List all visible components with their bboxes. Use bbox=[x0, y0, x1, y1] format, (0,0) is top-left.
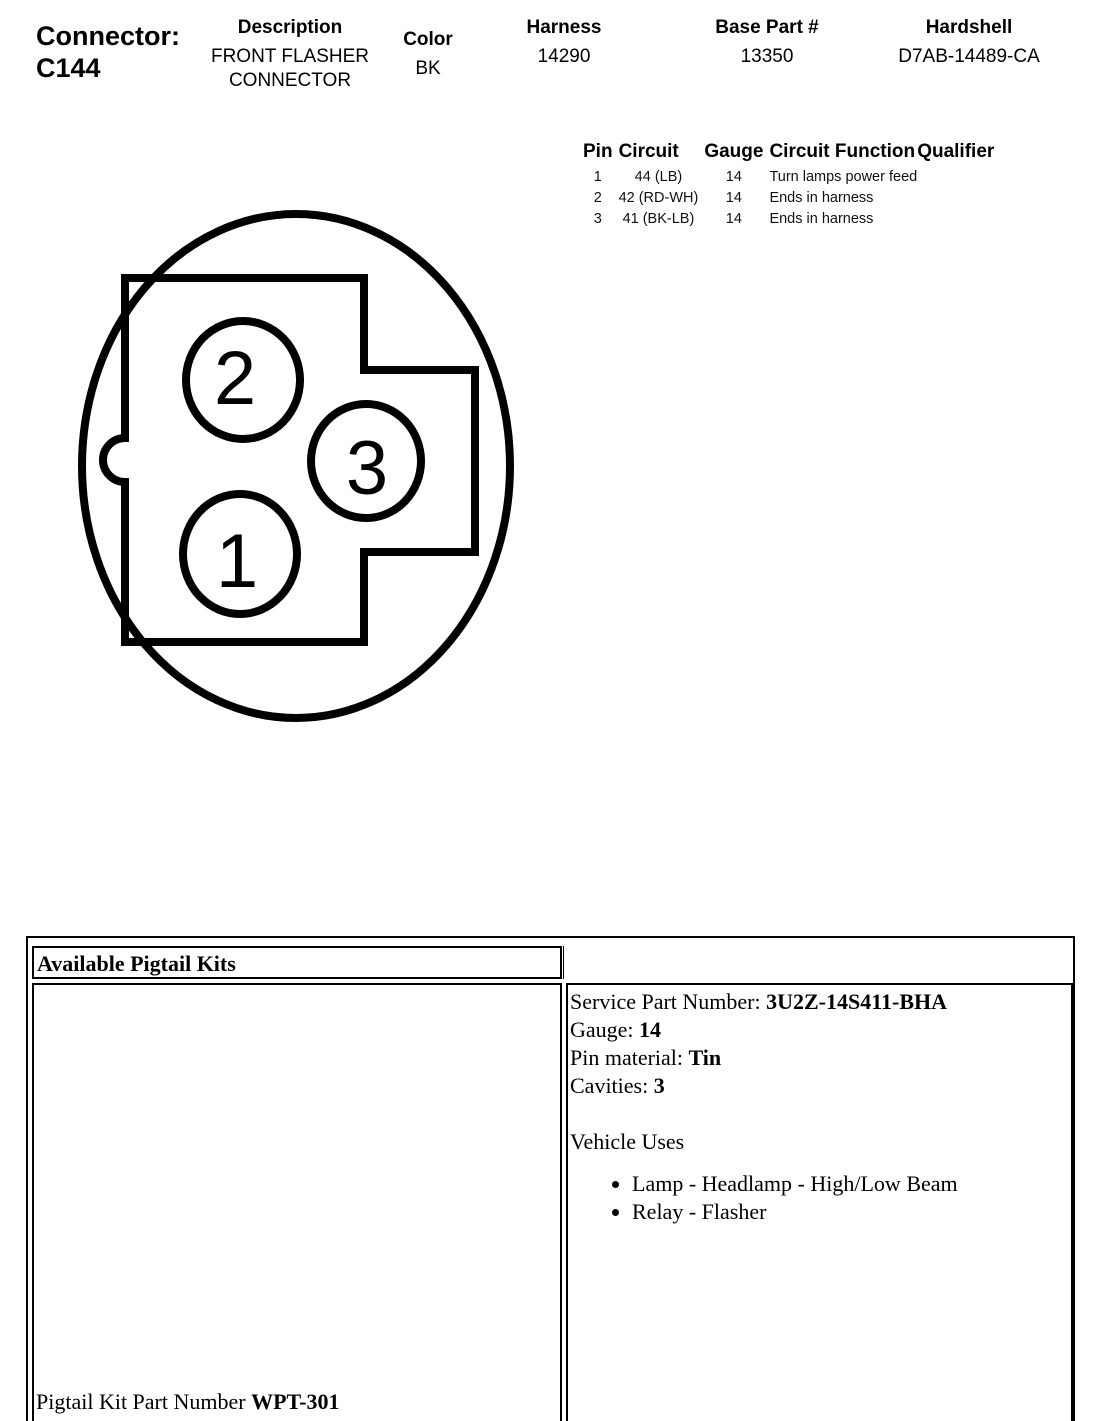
connector-face-diagram bbox=[70, 210, 530, 740]
connector-title bbox=[36, 20, 180, 84]
hardshell-value: D7AB-14489-CA bbox=[898, 46, 1040, 67]
function-cell: Ends in harness bbox=[769, 190, 874, 206]
table-row bbox=[580, 167, 1003, 188]
gauge-cell: 14 bbox=[725, 169, 742, 185]
vehicle-uses-list bbox=[570, 1170, 1071, 1226]
kit-gauge-value: 14 bbox=[639, 1017, 662, 1042]
pin-cell: 3 bbox=[593, 211, 602, 227]
description-column bbox=[200, 16, 380, 93]
service-part-value: 3U2Z-14S411-BHA bbox=[766, 989, 948, 1014]
kit-part-label: Pigtail Kit Part Number bbox=[36, 1389, 252, 1414]
list-item: • Lamp - Headlamp - High/Low Beam bbox=[632, 1170, 1071, 1198]
description-label: Description bbox=[237, 17, 343, 38]
description-line-2: CONNECTOR bbox=[228, 70, 352, 91]
base-part-column bbox=[690, 16, 844, 69]
circuit-cell: 42 (RD-WH) bbox=[618, 190, 699, 206]
circuit-cell: 41 (BK-LB) bbox=[622, 211, 695, 227]
base-part-label: Base Part # bbox=[715, 17, 819, 38]
col-circuit: Circuit bbox=[618, 141, 679, 162]
cavity-2-label: 2 bbox=[213, 336, 257, 421]
col-qualifier: Qualifier bbox=[917, 141, 995, 162]
pin-material-label: Pin material: bbox=[570, 1045, 689, 1070]
cavity-3-label: 3 bbox=[345, 426, 389, 511]
harness-value: 14290 bbox=[537, 46, 591, 67]
harness-label: Harness bbox=[526, 17, 602, 38]
connector-label: Connector: bbox=[36, 21, 180, 51]
table-row bbox=[580, 209, 1003, 230]
harness-column bbox=[494, 16, 634, 69]
gauge-cell: 14 bbox=[725, 211, 742, 227]
col-function: Circuit Function bbox=[769, 141, 916, 162]
color-value: BK bbox=[415, 58, 441, 79]
cavity-1-label: 1 bbox=[215, 519, 259, 604]
kit-gauge bbox=[570, 1016, 1071, 1044]
pigtail-kit-details-cell bbox=[566, 983, 1073, 1421]
vehicle-uses-label: Vehicle Uses bbox=[570, 1129, 685, 1154]
hardshell-column bbox=[878, 16, 1060, 69]
description-line-1: FRONT FLASHER bbox=[210, 46, 369, 67]
pin-material bbox=[570, 1044, 1071, 1072]
list-item: • Relay - Flasher bbox=[632, 1198, 1071, 1226]
cavities-value: 3 bbox=[653, 1073, 665, 1098]
service-part-number bbox=[570, 988, 1071, 1016]
qualifier-cell bbox=[920, 209, 1003, 230]
pigtail-kits-heading-spacer bbox=[563, 946, 1073, 979]
pigtail-kit-image-cell bbox=[32, 983, 562, 1421]
pin-material-value: Tin bbox=[688, 1045, 722, 1070]
color-label: Color bbox=[403, 29, 453, 50]
table-row bbox=[580, 188, 1003, 209]
col-gauge: Gauge bbox=[704, 141, 764, 162]
pin-cell: 1 bbox=[593, 169, 602, 185]
function-cell: Turn lamps power feed bbox=[769, 169, 918, 185]
pigtail-kits-heading: Available Pigtail Kits bbox=[32, 946, 562, 979]
kit-part-value: WPT-301 bbox=[251, 1389, 340, 1414]
circuit-cell: 44 (LB) bbox=[634, 169, 683, 185]
pin-table bbox=[580, 141, 1003, 230]
qualifier-cell bbox=[920, 188, 1003, 209]
base-part-value: 13350 bbox=[740, 46, 794, 67]
kit-gauge-label: Gauge: bbox=[570, 1017, 640, 1042]
pigtail-kit-part-number bbox=[36, 1389, 340, 1415]
cavities-label: Cavities: bbox=[570, 1073, 654, 1098]
qualifier-cell bbox=[920, 167, 1003, 188]
function-cell: Ends in harness bbox=[769, 211, 874, 227]
pin-cell: 2 bbox=[593, 190, 602, 206]
pin-table-header bbox=[580, 141, 1003, 167]
hardshell-label: Hardshell bbox=[925, 17, 1013, 38]
gauge-cell: 14 bbox=[725, 190, 742, 206]
col-pin: Pin bbox=[583, 141, 613, 162]
color-column bbox=[390, 28, 466, 81]
service-part-label: Service Part Number: bbox=[570, 989, 767, 1014]
connector-id: C144 bbox=[36, 53, 101, 83]
cavities bbox=[570, 1072, 1071, 1100]
